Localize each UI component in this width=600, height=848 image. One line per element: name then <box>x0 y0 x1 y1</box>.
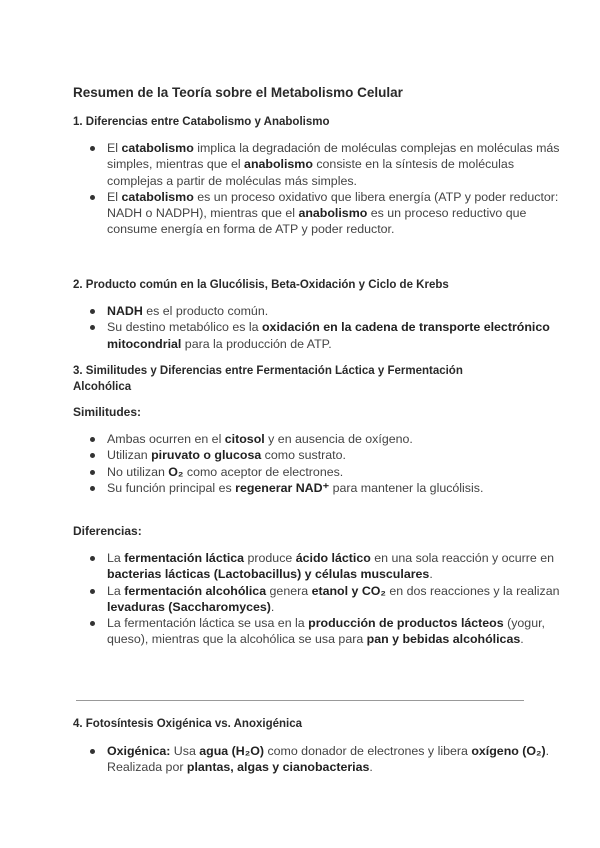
text-run: La fermentación láctica se usa en la <box>107 616 309 631</box>
text-run: . <box>270 599 275 614</box>
text-run: genera <box>266 583 312 598</box>
bold-text: producción de productos lácteos <box>308 616 504 631</box>
text-run: como sustrato. <box>261 448 346 463</box>
text-run: . Realizada por <box>107 744 550 775</box>
document-title: Resumen de la Teoría sobre el Metabolismo Celular <box>73 85 403 100</box>
list-item <box>107 140 562 189</box>
text-run: La <box>107 583 125 598</box>
text-run: como aceptor de electrones. <box>183 464 344 479</box>
text-run: para mantener la glucólisis. <box>329 480 484 495</box>
text-run: es un proceso reductivo que consume energía en forma de ATP y poder reductor. <box>107 206 527 237</box>
text-run: es un proceso oxidativo que libera energía (ATP y poder reductor: NADH o NADPH), mientras que el <box>107 189 559 221</box>
bold-text: bacterias lácticas (Lactobacillus) y células musculares <box>107 567 430 582</box>
bold-text: oxígeno (O₂) <box>471 744 546 758</box>
bold-text: fermentación alcohólica <box>124 583 267 598</box>
list-item <box>107 447 562 463</box>
bold-text: oxidación en la cadena de transporte electrónico mitocondrial <box>107 320 550 351</box>
bold-text: regenerar NAD⁺ <box>235 480 330 495</box>
section-heading: 4. Fotosíntesis Oxigénica vs. Anoxigénica <box>73 718 303 730</box>
bold-text: citosol <box>224 432 265 446</box>
text-run: Ambas ocurren en el <box>107 432 225 446</box>
list-item <box>107 550 562 583</box>
list-item <box>107 615 562 648</box>
text-run: Su destino metabólico es la <box>107 320 262 335</box>
list-item <box>107 189 562 238</box>
list-item <box>107 480 562 496</box>
text-run: y en ausencia de oxígeno. <box>264 432 413 446</box>
text-run: Su función principal es <box>107 480 236 495</box>
text-run: El <box>107 189 122 204</box>
text-run: como donador de electrones y libera <box>264 744 472 758</box>
list-item <box>107 583 562 616</box>
list-item <box>107 464 562 480</box>
bold-text: catabolismo <box>121 141 194 155</box>
text-run: Utilizan <box>107 448 152 463</box>
bold-text: catabolismo <box>121 189 194 204</box>
text-run: produce <box>244 551 296 565</box>
text-run: en dos reacciones y la realizan <box>385 583 560 598</box>
text-run: No utilizan <box>107 464 169 479</box>
list-item <box>107 319 562 352</box>
text-run: . <box>520 632 524 647</box>
bold-text: fermentación láctica <box>124 551 245 565</box>
bullet-list <box>73 743 562 776</box>
text-run: en una sola reacción y ocurre en <box>370 551 555 565</box>
text-run: El <box>107 141 122 155</box>
list-item <box>107 431 562 447</box>
bold-text: plantas, algas y cianobacterias <box>186 760 370 775</box>
section-heading: 2. Producto común en la Glucólisis, Beta-Oxidación y Ciclo de Krebs <box>73 279 449 291</box>
bold-text: anabolismo <box>244 157 313 172</box>
text-run: consiste en la síntesis de moléculas complejas a partir de moléculas más simples. <box>107 157 515 188</box>
bold-text: Oxigénica: <box>107 744 171 758</box>
section-heading: 1. Diferencias entre Catabolismo y Anabolismo <box>73 116 330 128</box>
text-run: . <box>369 760 373 775</box>
bold-text: anabolismo <box>298 206 368 221</box>
section-heading: 3. Similitudes y Diferencias entre Fermentación Láctica y Fermentación Alcohólica <box>73 365 463 393</box>
bold-text: pan y bebidas alcohólicas <box>366 632 521 647</box>
subheading-diferencias: Diferencias: <box>73 524 142 538</box>
bullet-list <box>73 550 562 648</box>
subheading-similitudes: Similitudes: <box>73 405 142 419</box>
bullet-list <box>73 431 562 496</box>
bold-text: levaduras (Saccharomyces) <box>107 599 271 614</box>
horizontal-divider <box>76 700 524 701</box>
bullet-list <box>73 140 562 238</box>
text-run: Usa <box>170 744 200 758</box>
text-run: para la producción de ATP. <box>181 336 332 351</box>
bold-text: piruvato o glucosa <box>151 448 262 463</box>
bold-text: ácido láctico <box>295 551 371 565</box>
text-run: La <box>107 551 125 565</box>
text-run: . <box>429 567 433 582</box>
text-run: implica la degradación de moléculas complejas en moléculas más simples, mientras que el <box>107 141 560 172</box>
text-run: es el producto común. <box>142 304 269 318</box>
bold-text: O₂ <box>168 464 184 479</box>
bold-text: agua (H₂O) <box>199 744 264 758</box>
list-item <box>107 743 562 776</box>
list-item <box>107 303 562 319</box>
text-run: (yogur, queso), mientras que la alcohólica se usa para <box>107 616 545 647</box>
bullet-list <box>73 303 562 352</box>
bold-text: etanol y CO₂ <box>311 583 386 598</box>
bold-text: NADH <box>107 304 143 318</box>
